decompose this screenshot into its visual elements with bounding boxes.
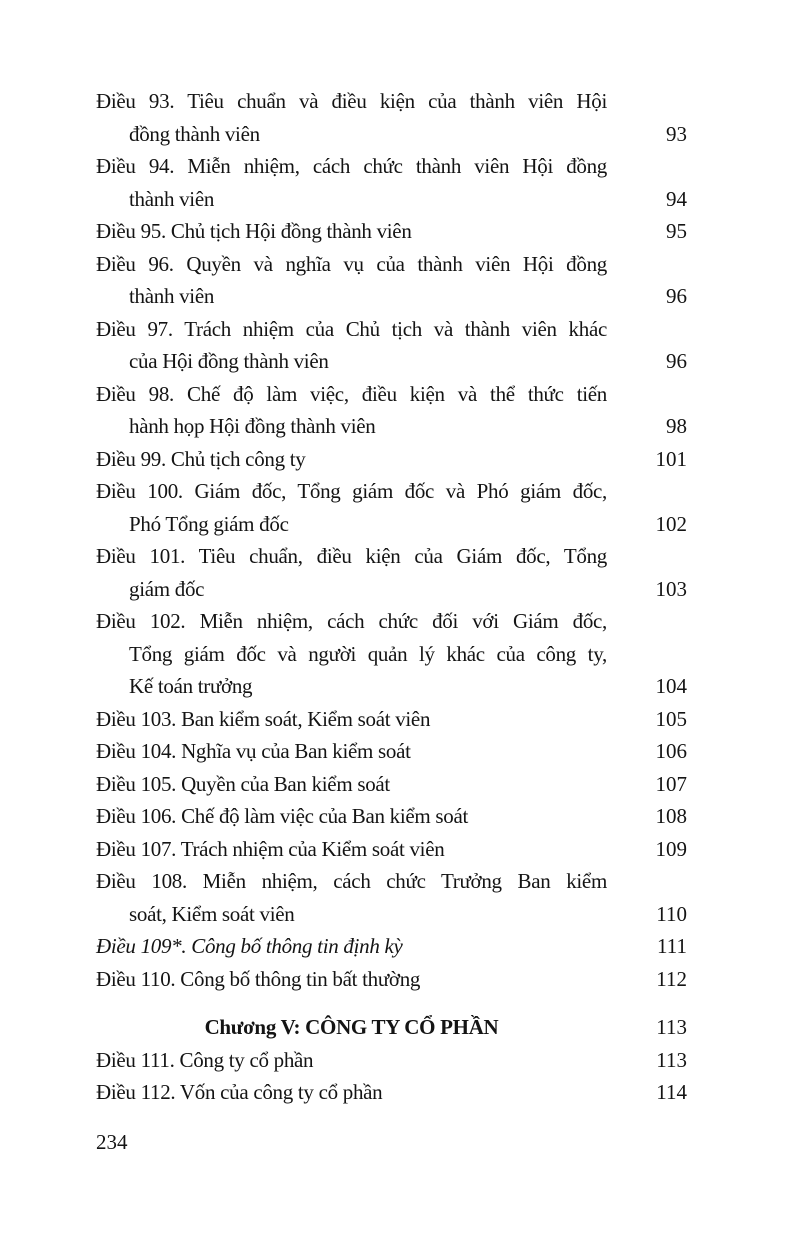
- toc-entry-text: [96, 735, 607, 768]
- toc-entry-line: Điều 103. Ban kiểm soát, Kiểm soát viên: [96, 706, 431, 731]
- toc-entry-text: [96, 313, 607, 378]
- toc-entry: [96, 800, 687, 833]
- toc-entry-line: Điều 96. Quyền và nghĩa vụ của thành viên Hội đồng: [96, 251, 607, 276]
- toc-entry: [96, 1076, 687, 1109]
- toc-entry-page-number: 106: [655, 739, 687, 763]
- toc-entry-text: [96, 378, 607, 443]
- toc-entry-page-number: 112: [656, 966, 687, 991]
- toc-entry: [96, 540, 687, 605]
- toc-entry-line: Điều 107. Trách nhiệm của Kiểm soát viên: [96, 836, 445, 861]
- toc-entry-page-number: 94: [666, 186, 687, 211]
- toc-entry-page-number: 101: [655, 446, 687, 471]
- toc-entry: [96, 313, 687, 378]
- toc-entry-line: Điều 102. Miễn nhiệm, cách chức đối với Giám đốc,: [96, 609, 607, 633]
- toc-entry-page-number: 104: [655, 674, 687, 698]
- toc-entry-line: Điều 101. Tiêu chuẩn, điều kiện của Giám đốc, Tổng: [96, 544, 607, 568]
- toc-entry-page-number: 107: [655, 771, 687, 796]
- toc-entry-text: [96, 1044, 607, 1077]
- toc-entry-page-number: 103: [655, 576, 687, 601]
- toc-entry-page-number: 93: [666, 121, 687, 146]
- toc-entry-line: đồng thành viên: [129, 121, 260, 146]
- toc-entry-line: của Hội đồng thành viên: [129, 349, 329, 373]
- toc-entry-text: [96, 1076, 607, 1109]
- toc-entry-text: [96, 215, 607, 248]
- toc-entry: [96, 443, 687, 476]
- toc-entry-page-number: 96: [666, 284, 687, 308]
- toc-entry: [96, 475, 687, 540]
- toc-entry-line: giám đốc: [129, 576, 205, 601]
- toc-entry-line: Điều 93. Tiêu chuẩn và điều kiện của thành viên Hội: [96, 89, 607, 113]
- toc-entry-line: Điều 100. Giám đốc, Tổng giám đốc và Phó giám đốc,: [96, 479, 607, 503]
- toc-entry-line: Điều 95. Chủ tịch Hội đồng thành viên: [96, 219, 412, 243]
- toc-entry-line: Điều 98. Chế độ làm việc, điều kiện và thể thức tiến: [96, 381, 607, 406]
- toc-entry-page-number: 98: [666, 414, 687, 438]
- toc-entry: [96, 85, 687, 150]
- toc-entry-line: Điều 106. Chế độ làm việc của Ban kiểm soát: [96, 804, 469, 828]
- toc-entry-text: [96, 963, 607, 996]
- toc-entry-page-number: 111: [657, 934, 687, 958]
- toc-entry-page-number: 96: [666, 349, 687, 373]
- toc-entry-line: Điều 99. Chủ tịch công ty: [96, 446, 306, 471]
- toc-entry: [96, 605, 687, 703]
- toc-entry-line: thành viên: [129, 186, 215, 211]
- toc-entry-line: Điều 108. Miễn nhiệm, cách chức Trưởng Ban kiểm: [96, 869, 607, 893]
- toc-entry: [96, 963, 687, 996]
- toc-entry-text: [96, 833, 607, 866]
- toc-entry-page-number: 113: [656, 1015, 687, 1039]
- toc-entry-text: [96, 768, 607, 801]
- toc-entry-page-number: 113: [656, 1047, 687, 1072]
- toc-entry-page-number: 105: [655, 706, 687, 731]
- toc-entry-line: Điều 109*. Công bố thông tin định kỳ: [96, 934, 403, 958]
- toc-entry: [96, 215, 687, 248]
- toc-entry: [96, 150, 687, 215]
- toc-entry: [96, 1044, 687, 1077]
- toc-entry-line: Phó Tổng giám đốc: [129, 511, 289, 536]
- toc: [96, 85, 687, 1109]
- toc-entry-page-number: 95: [666, 219, 687, 243]
- toc-entry-line: Chương V: CÔNG TY CỔ PHẦN: [204, 1015, 499, 1039]
- toc-entry: [96, 930, 687, 963]
- toc-entry-line: Điều 105. Quyền của Ban kiểm soát: [96, 771, 390, 796]
- toc-entry-line: Điều 112. Vốn của công ty cổ phần: [96, 1080, 383, 1104]
- page-footer-number: 234: [96, 1130, 128, 1154]
- toc-entry-text: [96, 540, 607, 605]
- toc-entry-line: Điều 97. Trách nhiệm của Chủ tịch và thành viên khác: [96, 316, 607, 341]
- toc-entry-text: [96, 1011, 607, 1044]
- toc-entry-line: Kế toán trưởng: [129, 674, 253, 698]
- toc-entry: [96, 833, 687, 866]
- toc-entry: [96, 703, 687, 736]
- toc-entry-page-number: 110: [656, 901, 687, 926]
- toc-entry-line: Điều 94. Miễn nhiệm, cách chức thành viên Hội đồng: [96, 154, 607, 178]
- toc-entry: [96, 378, 687, 443]
- toc-entry-line: thành viên: [129, 284, 215, 308]
- toc-entry-text: [96, 85, 607, 150]
- toc-entry-page-number: 114: [656, 1080, 687, 1104]
- toc-entry-page-number: 108: [655, 804, 687, 828]
- toc-entry-text: [96, 605, 607, 703]
- toc-entry-text: [96, 150, 607, 215]
- toc-entry-line: hành họp Hội đồng thành viên: [129, 414, 376, 438]
- toc-chapter-entry: [96, 1011, 687, 1044]
- toc-entry-page-number: 109: [655, 836, 687, 861]
- toc-entry: [96, 735, 687, 768]
- toc-entry-line: Điều 110. Công bố thông tin bất thường: [96, 966, 421, 991]
- toc-entry-text: [96, 703, 607, 736]
- toc-entry-text: [96, 475, 607, 540]
- toc-entry: [96, 865, 687, 930]
- toc-entry-line: Điều 111. Công ty cổ phần: [96, 1047, 314, 1072]
- toc-entry-text: [96, 443, 607, 476]
- toc-entry-text: [96, 800, 607, 833]
- toc-entry-text: [96, 248, 607, 313]
- toc-entry: [96, 248, 687, 313]
- toc-entry-line: soát, Kiểm soát viên: [129, 901, 295, 926]
- toc-entry-line: Điều 104. Nghĩa vụ của Ban kiểm soát: [96, 739, 411, 763]
- toc-entry-text: [96, 865, 607, 930]
- toc-entry-page-number: 102: [655, 511, 687, 536]
- toc-entry-text: [96, 930, 607, 963]
- toc-entry: [96, 768, 687, 801]
- toc-entry-line: Tổng giám đốc và người quản lý khác của công ty,: [129, 641, 607, 666]
